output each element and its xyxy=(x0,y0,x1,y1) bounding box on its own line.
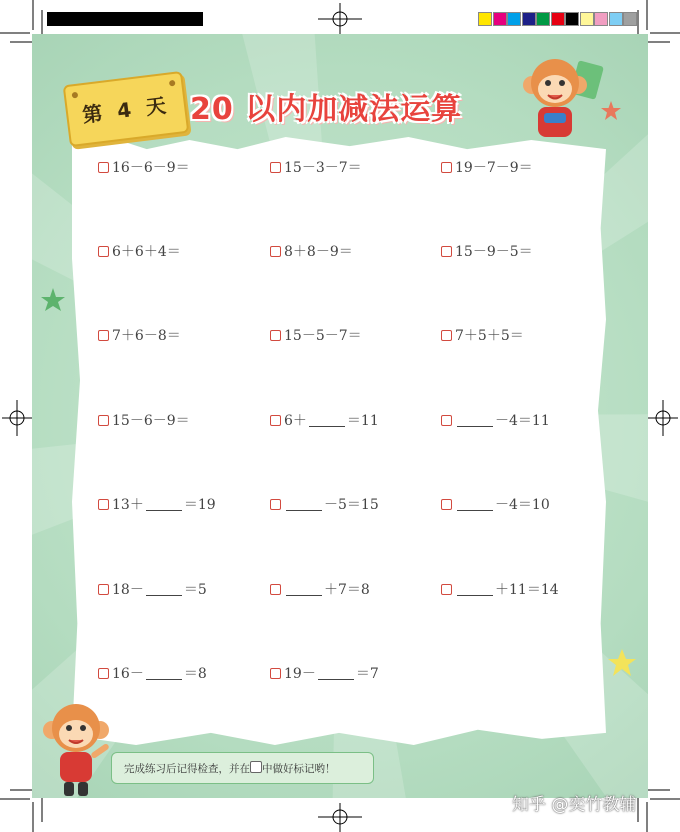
math-problem xyxy=(98,410,190,430)
answer-blank[interactable] xyxy=(146,667,182,680)
problem-expression: 19－7－9＝ xyxy=(455,160,533,176)
problem-suffix: ＝19 xyxy=(183,497,216,513)
registration-target-bottom xyxy=(318,803,362,832)
monkey-mascot-icon xyxy=(510,55,610,145)
problem-prefix: 6＋ xyxy=(284,413,307,429)
math-problem xyxy=(98,157,190,177)
answer-blank[interactable] xyxy=(146,583,182,596)
answer-blank[interactable] xyxy=(309,414,345,427)
check-box[interactable] xyxy=(270,584,281,595)
check-box[interactable] xyxy=(441,246,452,257)
problem-expression: 6＋6＋4＝ xyxy=(112,244,181,260)
answer-blank[interactable] xyxy=(146,498,182,511)
problem-prefix: 18－ xyxy=(112,582,144,598)
problem-suffix: ＋7＝8 xyxy=(324,582,370,598)
answer-blank[interactable] xyxy=(318,667,354,680)
check-box[interactable] xyxy=(441,162,452,173)
problem-expression: 15－6－9＝ xyxy=(112,413,190,429)
math-problem xyxy=(98,325,181,345)
problem-prefix: 13＋ xyxy=(112,497,144,513)
math-problem xyxy=(98,494,216,514)
math-problem xyxy=(98,663,207,683)
answer-blank[interactable] xyxy=(457,414,493,427)
check-box[interactable] xyxy=(98,499,109,510)
answer-blank[interactable] xyxy=(457,583,493,596)
registration-target-right xyxy=(646,400,678,436)
math-problem xyxy=(441,494,550,514)
star-icon xyxy=(607,648,637,678)
problem-expression: 15－9－5＝ xyxy=(455,244,533,260)
math-problem xyxy=(270,579,370,599)
math-problem xyxy=(98,579,207,599)
check-box[interactable] xyxy=(441,330,452,341)
math-problem xyxy=(270,410,379,430)
reminder-text: 完成练习后记得检查，并在 中做好标记哟！ xyxy=(124,763,336,775)
answer-blank[interactable] xyxy=(286,498,322,511)
problem-expression: 7＋6－8＝ xyxy=(112,328,181,344)
math-problem xyxy=(270,325,362,345)
registration-target-top xyxy=(318,3,362,35)
math-problem xyxy=(270,157,362,177)
watermark: 知乎 @奕竹教辅 xyxy=(512,795,637,815)
day-label: 第 4 天 xyxy=(81,92,172,128)
math-problem xyxy=(98,241,181,261)
worksheet-title: 20 以内加减法运算 xyxy=(190,92,463,127)
problem-suffix: ＝11 xyxy=(346,413,379,429)
problem-prefix: 16－ xyxy=(112,666,144,682)
problem-suffix: ＋11＝14 xyxy=(495,582,559,598)
problem-expression: 15－5－7＝ xyxy=(284,328,362,344)
problem-suffix: ＝5 xyxy=(183,582,207,598)
problem-expression: 8＋8－9＝ xyxy=(284,244,353,260)
math-problem xyxy=(441,410,550,430)
problem-suffix: ＝8 xyxy=(183,666,207,682)
check-box[interactable] xyxy=(270,668,281,679)
check-box[interactable] xyxy=(270,415,281,426)
check-box[interactable] xyxy=(270,499,281,510)
problem-suffix: －4＝10 xyxy=(495,497,550,513)
check-box[interactable] xyxy=(98,246,109,257)
check-box[interactable] xyxy=(98,668,109,679)
problem-suffix: ＝7 xyxy=(355,666,379,682)
problem-suffix: －5＝15 xyxy=(324,497,379,513)
problem-expression: 15－3－7＝ xyxy=(284,160,362,176)
problem-prefix: 19－ xyxy=(284,666,316,682)
math-problem xyxy=(270,494,379,514)
check-box[interactable] xyxy=(98,415,109,426)
problem-suffix: －4＝11 xyxy=(495,413,550,429)
check-box[interactable] xyxy=(270,162,281,173)
check-box[interactable] xyxy=(98,330,109,341)
registration-target-left xyxy=(2,400,34,436)
math-problem xyxy=(441,579,559,599)
checkbox-icon xyxy=(250,761,262,773)
monkey-mascot-icon xyxy=(38,700,118,800)
math-problem xyxy=(441,157,533,177)
check-box[interactable] xyxy=(441,499,452,510)
problem-expression: 16－6－9＝ xyxy=(112,160,190,176)
math-problem xyxy=(270,241,353,261)
problem-expression: 7＋5＋5＝ xyxy=(455,328,524,344)
check-box[interactable] xyxy=(98,584,109,595)
math-problem xyxy=(270,663,379,683)
check-box[interactable] xyxy=(441,584,452,595)
star-icon xyxy=(40,287,66,313)
math-problem xyxy=(441,325,524,345)
answer-blank[interactable] xyxy=(286,583,322,596)
worksheet-paper xyxy=(72,137,606,745)
math-problem xyxy=(441,241,533,261)
answer-blank[interactable] xyxy=(457,498,493,511)
check-box[interactable] xyxy=(98,162,109,173)
check-box[interactable] xyxy=(441,415,452,426)
check-box[interactable] xyxy=(270,246,281,257)
reminder-bubble xyxy=(111,752,374,784)
check-box[interactable] xyxy=(270,330,281,341)
